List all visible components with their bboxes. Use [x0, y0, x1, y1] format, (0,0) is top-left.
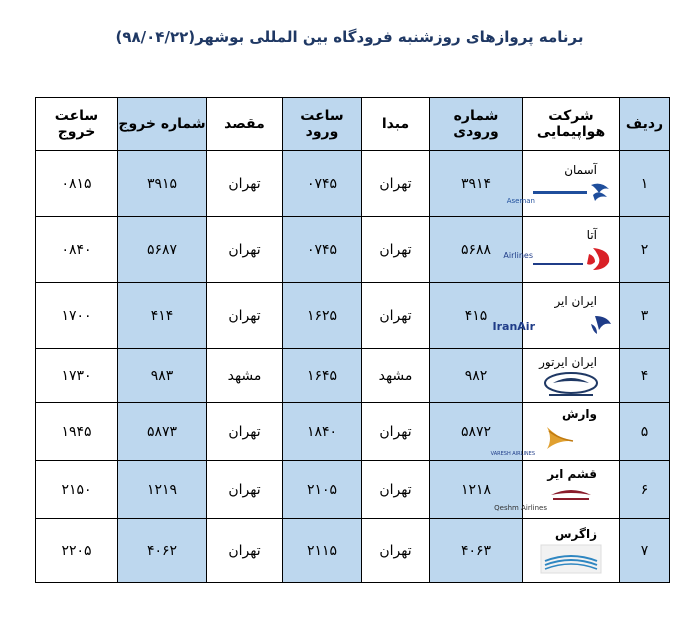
table-row	[36, 151, 670, 217]
destination: تهران	[207, 217, 283, 283]
arrival-flight: ۵۸۷۲	[430, 403, 523, 461]
arrival-flight: ۴۰۶۳	[430, 519, 523, 583]
arrival-flight: ۱۲۱۸	[430, 461, 523, 519]
airline-cell	[492, 283, 620, 349]
header-airline: شرکت هواپیمایی	[523, 98, 620, 151]
departure-time: ۱۷۰۰	[36, 283, 118, 349]
row-number: ۱	[620, 151, 670, 217]
table-row	[36, 349, 670, 403]
destination: تهران	[207, 283, 283, 349]
iranairtour-logo-icon	[529, 371, 613, 399]
arrival-flight: ۳۹۱۴	[430, 151, 523, 217]
qeshmair-logo-icon	[494, 483, 613, 515]
origin: تهران	[362, 217, 430, 283]
header-arrival-flight: شماره ورودی	[430, 98, 523, 151]
table-row	[36, 403, 670, 461]
airline-cell	[506, 151, 620, 217]
destination: تهران	[207, 151, 283, 217]
airline-name: زاگرس	[554, 526, 597, 541]
header-origin: مبدا	[362, 98, 430, 151]
departure-flight: ۳۹۱۵	[118, 151, 207, 217]
departure-time: ۱۹۴۵	[36, 403, 118, 461]
logo-text: Qeshm Airlines	[494, 503, 547, 512]
arrival-time: ۰۷۴۵	[283, 151, 362, 217]
arrival-flight: ۹۸۲	[430, 349, 523, 403]
arrival-time: ۱۸۴۰	[283, 403, 362, 461]
arrival-time: ۲۱۰۵	[283, 461, 362, 519]
flight-schedule-table	[35, 97, 670, 583]
zagros-logo-icon	[529, 543, 613, 577]
varesh-logo-icon	[490, 423, 613, 459]
departure-time: ۰۸۱۵	[36, 151, 118, 217]
airline-name: قشم ایر	[547, 466, 597, 481]
destination: تهران	[207, 403, 283, 461]
table-row	[36, 461, 670, 519]
airline-name: آسمان	[564, 162, 597, 177]
row-number: ۶	[620, 461, 670, 519]
airline-name: وارش	[561, 406, 597, 421]
arrival-flight: ۴۱۵	[430, 283, 523, 349]
header-departure-time: ساعت خروج	[36, 98, 118, 151]
departure-time: ۱۷۳۰	[36, 349, 118, 403]
airline-cell	[494, 461, 620, 519]
aseman-logo-icon	[506, 179, 613, 207]
arrival-time: ۱۶۴۵	[283, 349, 362, 403]
airline-cell	[523, 349, 620, 403]
airline-cell	[503, 217, 620, 283]
iranair-logo-icon	[492, 310, 613, 340]
logo-text: Aseman	[506, 196, 535, 205]
row-number: ۲	[620, 217, 670, 283]
departure-flight: ۵۶۸۷	[118, 217, 207, 283]
ata-logo-icon	[503, 244, 613, 274]
header-destination: مقصد	[207, 98, 283, 151]
arrival-time: ۲۱۱۵	[283, 519, 362, 583]
table-row	[36, 217, 670, 283]
arrival-flight: ۵۶۸۸	[430, 217, 523, 283]
logo-text: IranAir	[492, 319, 535, 333]
row-number: ۳	[620, 283, 670, 349]
page-title: برنامه پروازهای روزشنبه فرودگاه بین المللی بوشهر(۹۸/۰۴/۲۲)	[115, 28, 584, 46]
table-row	[36, 519, 670, 583]
airline-name: ایران ایر	[554, 293, 597, 308]
header-row	[36, 98, 670, 151]
airline-name: آتا	[586, 227, 597, 242]
origin: مشهد	[362, 349, 430, 403]
destination: تهران	[207, 461, 283, 519]
origin: تهران	[362, 461, 430, 519]
origin: تهران	[362, 283, 430, 349]
row-number: ۴	[620, 349, 670, 403]
airline-cell	[523, 519, 620, 583]
airline-cell	[490, 403, 620, 461]
origin: تهران	[362, 403, 430, 461]
arrival-time: ۱۶۲۵	[283, 283, 362, 349]
logo-text: Airlines	[503, 250, 533, 260]
origin: تهران	[362, 151, 430, 217]
departure-flight: ۱۲۱۹	[118, 461, 207, 519]
arrival-time: ۰۷۴۵	[283, 217, 362, 283]
departure-flight: ۴۱۴	[118, 283, 207, 349]
departure-flight: ۹۸۳	[118, 349, 207, 403]
row-number: ۵	[620, 403, 670, 461]
logo-text: VARESH AIRLINES	[490, 450, 535, 457]
destination: مشهد	[207, 349, 283, 403]
airline-name: ایران ایرتور	[539, 354, 597, 369]
origin: تهران	[362, 519, 430, 583]
departure-flight: ۴۰۶۲	[118, 519, 207, 583]
departure-flight: ۵۸۷۳	[118, 403, 207, 461]
table-row	[36, 283, 670, 349]
header-departure-flight: شماره خروج	[118, 98, 207, 151]
departure-time: ۰۸۴۰	[36, 217, 118, 283]
header-row-number: ردیف	[620, 98, 670, 151]
row-number: ۷	[620, 519, 670, 583]
departure-time: ۲۱۵۰	[36, 461, 118, 519]
departure-time: ۲۲۰۵	[36, 519, 118, 583]
destination: تهران	[207, 519, 283, 583]
header-arrival-time: ساعت ورود	[283, 98, 362, 151]
